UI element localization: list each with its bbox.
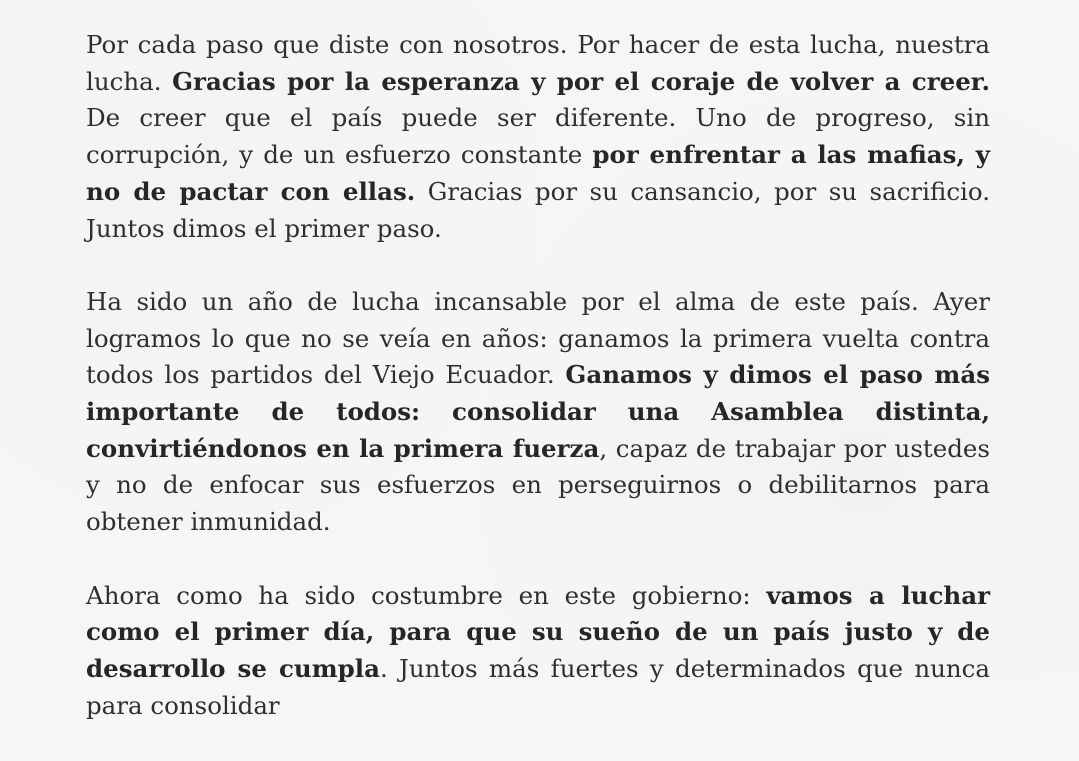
text-run: Ha sido un año de lucha incansable por el alma de este país. Ayer logramos lo que no se veía en años: ganamos la primera vuelta contra todos los partidos del Viejo Ecuador. (86, 286, 990, 390)
text-run: De creer que el país puede ser diferente. Uno de progreso, sin corrupción, y de un esfuerzo constante (86, 103, 990, 170)
letter-body (86, 27, 990, 761)
paragraph-1 (86, 27, 990, 247)
paragraph-2 (86, 284, 990, 541)
bold-text-run: Gracias por la esperanza y por el coraje de volver a creer. (172, 66, 990, 96)
paragraph-3 (86, 578, 990, 725)
text-run: , capaz de trabajar por ustedes y no de enfocar sus esfuerzos en perseguirnos o debilitarnos para obtener inmunidad. (86, 433, 990, 537)
bold-text-run: Ganamos y dimos el paso más importante de todos: consolidar una Asamblea distinta, convirtiéndonos en la primera fuerza (86, 360, 990, 463)
text-run: Ahora como ha sido costumbre en este gobierno: (86, 580, 767, 610)
text-run: . Juntos más fuertes y determinados que nunca para consolidar (86, 653, 991, 720)
bold-text-run: vamos a luchar como el primer día, para que su sueño de un país justo y de desarrollo se cumpla (86, 580, 990, 683)
text-run: Por cada paso que diste con nosotros. Por hacer de esta lucha, nuestra lucha. (86, 30, 990, 96)
bold-text-run: por enfrentar a las mafias, y no de pactar con ellas. (86, 140, 990, 206)
text-run: Gracias por su cansancio, por su sacrificio. Juntos dimos el primer paso. (86, 176, 990, 243)
